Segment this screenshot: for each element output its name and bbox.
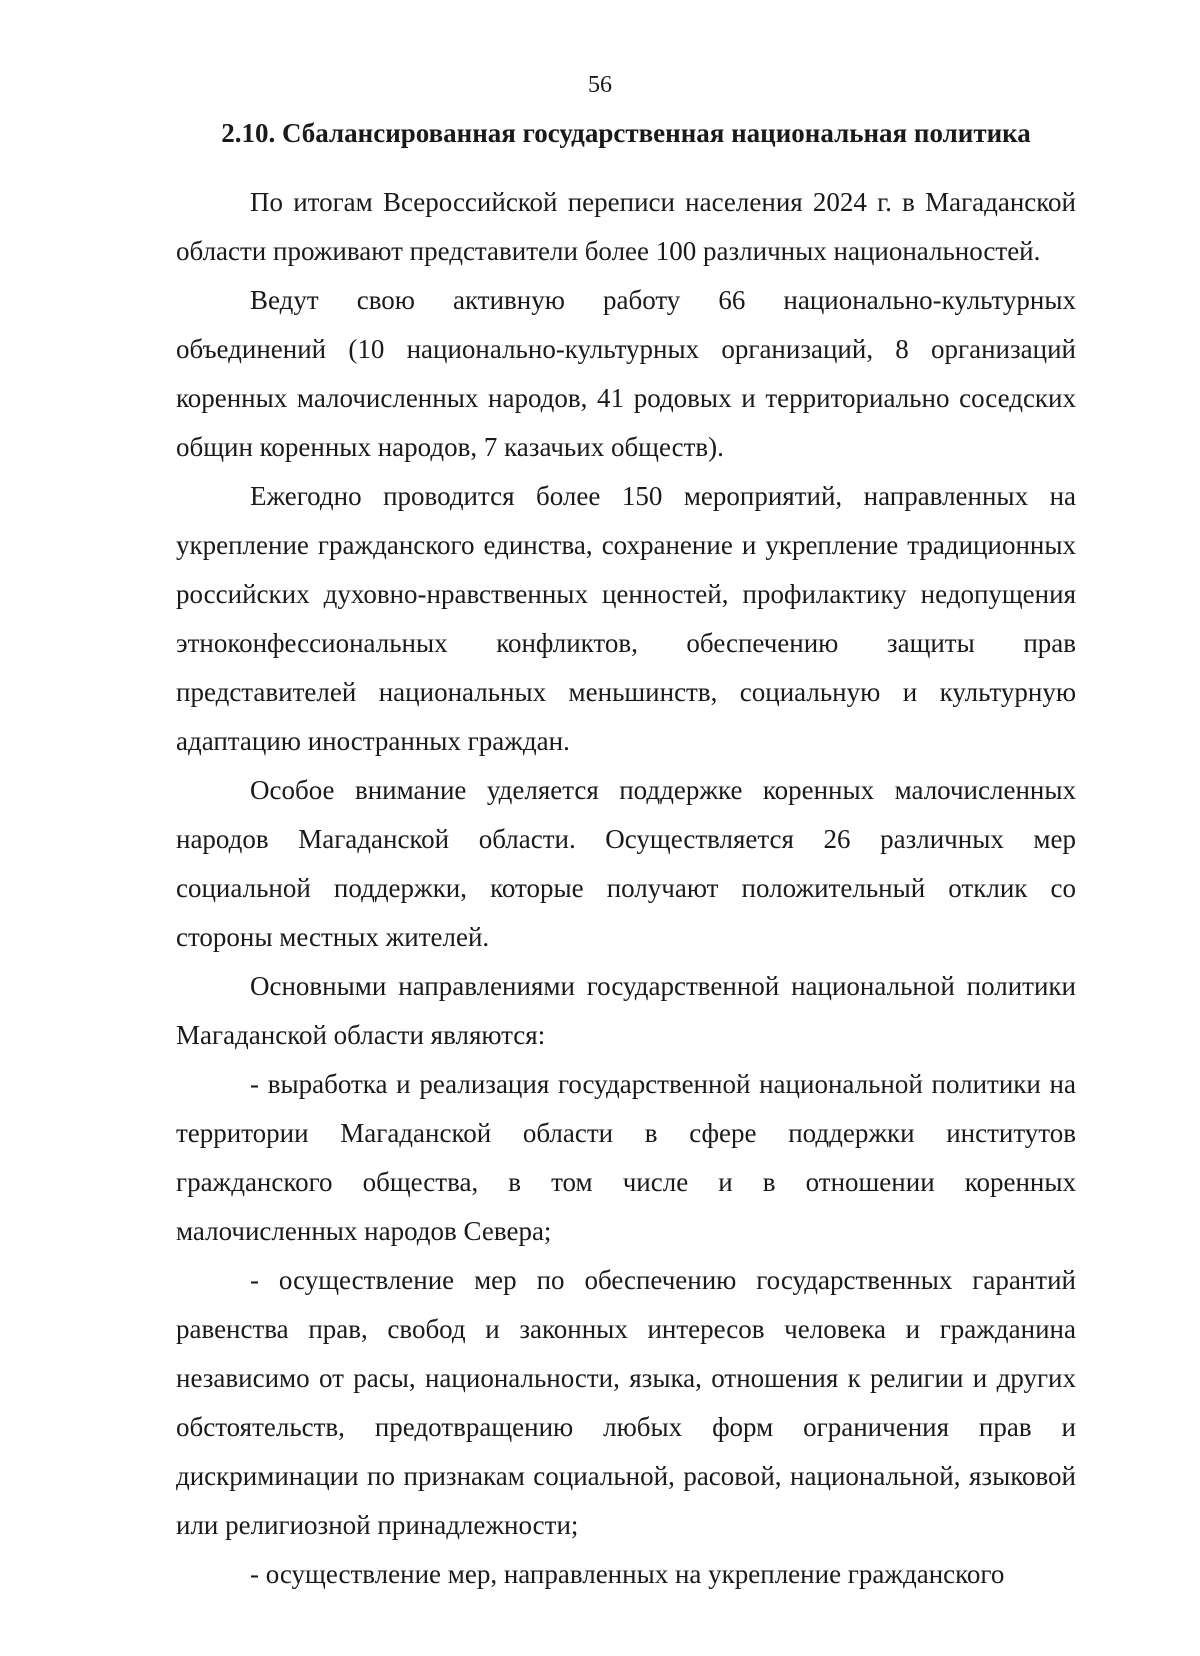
page-number: 56 bbox=[588, 72, 612, 98]
paragraph-events: Ежегодно проводится более 150 мероприятий, направленных на укрепление гражданского единства, сохранение и укрепление традиционных российских духовно-нравственных ценностей, профилактику недопущения этноконфессиональных конфликтов, обеспечению защиты прав представителей национальных меньшинств, социальную и культурную адаптацию иностранных граждан. bbox=[176, 481, 1076, 756]
body-text bbox=[176, 178, 1076, 1599]
section-title: 2.10. Сбалансированная государственная национальная политика bbox=[221, 118, 1031, 148]
list-item-equality: - осуществление мер по обеспечению государственных гарантий равенства прав, свобод и законных интересов человека и гражданина независимо от расы, национальности, языка, отношения к религии и других обстоятельств, предотвращению любых форм ограничения прав и дискриминации по признакам социальной, расовой, национальной, языковой или религиозной принадлежности; bbox=[176, 1265, 1076, 1540]
list-item-policy: - выработка и реализация государственной национальной политики на территории Магаданской области в сфере поддержки институтов гражданского общества, в том числе и в отношении коренных малочисленных народов Севера; bbox=[176, 1069, 1076, 1246]
list-item-civic-unity: - осуществление мер, направленных на укрепление гражданского bbox=[250, 1559, 1005, 1589]
paragraph-associations: Ведут свою активную работу 66 национально-культурных объединений (10 национально-культурных организаций, 8 организаций коренных малочисленных народов, 41 родовых и территориально соседских общин коренных народов, 7 казачьих обществ). bbox=[176, 285, 1076, 462]
paragraph-census: По итогам Всероссийской переписи населения 2024 г. в Магаданской области проживают представители более 100 различных национальностей. bbox=[176, 187, 1076, 266]
paragraph-main-directions: Основными направлениями государственной национальной политики Магаданской области являются: bbox=[176, 971, 1076, 1050]
paragraph-indigenous-support: Особое внимание уделяется поддержке коренных малочисленных народов Магаданской области. Осуществляется 26 различных мер социальной поддержки, которые получают положительный отклик со стороны местных жителей. bbox=[176, 775, 1076, 952]
